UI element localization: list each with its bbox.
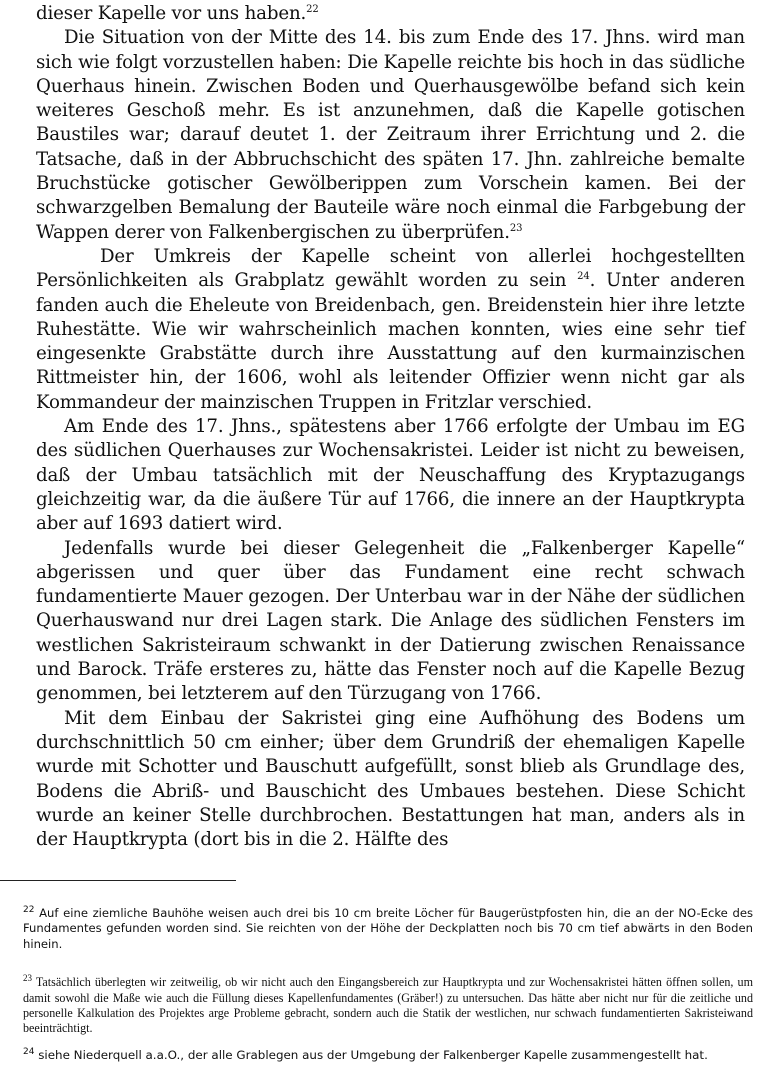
paragraph-sakristei: Mit dem Einbau der Sakristei ging eine Aufhöhung des Bodens um durchschnittlich 50 cm einher; über dem Grundriß der ehemaligen Kapelle wurde mit Schotter und Bauschutt aufgefüllt, sonst blieb als Grundlage des, Bodens die Abriß- und Bauschicht des Umbaues bestehen. Diese Schicht wurde an keiner Stelle durchbrochen. Bestattungen hat man, anders als in der Hauptkrypta (dort bis in die 2. Hälfte des bbox=[36, 707, 745, 851]
paragraph-text: Die Situation von der Mitte des 14. bis zum Ende des 17. Jhns. wird man sich wie folgt vorzustellen haben: Die Kapelle reichte bis hoch in das südliche Querhaus hinein. Zwischen Boden und Querhausgewölbe befand sich kein weiteres Geschoß mehr. Es ist anzunehmen, daß die Kapelle gotischen Baustiles war; darauf deutet 1. der Zeitraum ihrer Errichtung und 2. die Tatsache, daß in der Abbruchschicht des späten 17. Jhn. zahlreiche bemalte Bruchstücke gotischer Gewölberippen zum Vorschein kamen. Bei der schwarzgelben Bemalung der Bauteile wäre noch einmal die Farbgebung der Wappen derer von Falkenbergischen zu überprüfen. bbox=[36, 27, 745, 243]
paragraph-falkenberger-kapelle: Jedenfalls wurde bei dieser Gelegenheit die „Falkenberger Kapelle“ abgerissen und quer über das Fundament eine recht schwach fundamentierte Mauer gezogen. Der Unterbau war in der Nähe der südlichen Querhauswand nur drei Lagen stark. Die Anlage des südlichen Fensters im westlichen Sakristeiraum schwankt in der Datierung zwischen Renaissance und Barock. Träfe ersteres zu, hätte das Fenster noch auf die Kapelle Bezug genommen, bei letzterem auf den Türzugang von 1766. bbox=[36, 537, 745, 705]
footnote-ref-22[interactable]: 22 bbox=[306, 4, 319, 15]
footnote-text: Tatsächlich überlegten wir zeitweilig, ob wir nicht auch den Eingangsbereich zur Hauptkrypta und zur Wochensakristei hätten öffnen sollen, um damit sowohl die Maße wie auch die Füllung dieses Kapellenfundamentes (Gräber!) zu untersuchen. Das hätte aber nicht nur für die zeitliche und personelle Kalkulation des Projektes arge Probleme gebracht, sondern auch die Statik der westlichen, nur schwach fundamentierten Sakristeiwand beeinträchtigt. bbox=[23, 975, 753, 1036]
footnote-ref-24[interactable]: 24 bbox=[577, 271, 590, 283]
footnote-number: 24 bbox=[23, 1046, 35, 1057]
footnote-ref-23[interactable]: 23 bbox=[509, 222, 523, 234]
footnote-text: siehe Niederquell a.a.O., der alle Grablegen aus der Umgebung der Falkenberger Kapelle zusammengestellt hat. bbox=[38, 1047, 708, 1062]
body-text bbox=[36, 2, 745, 852]
footnote-text: Auf eine ziemliche Bauhöhe weisen auch drei bis 10 cm breite Löcher für Baugerüstpfosten hin, die an der NO-Ecke des Fundamentes gefunden worden sind. Sie reichten von der Höhe der Deckplatten noch bis 70 cm tief abwärts in den Boden hinein. bbox=[23, 906, 753, 951]
footnote-divider bbox=[0, 880, 236, 881]
footnote-number: 23 bbox=[23, 973, 32, 984]
footnotes bbox=[23, 906, 753, 1063]
footnote-number: 22 bbox=[23, 905, 35, 915]
paragraph-umkreis bbox=[36, 245, 745, 415]
paragraph-umbau: Am Ende des 17. Jhns., spätestens aber 1766 erfolgte der Umbau im EG des südlichen Querhauses zur Wochensakristei. Leider ist nicht zu beweisen, daß der Umbau tatsächlich mit der Neuschaffung des Kryptazugangs gleichzeitig war, da die äußere Tür auf 1766, die innere an der Hauptkrypta aber auf 1693 datiert wird. bbox=[36, 416, 745, 535]
paragraph-text: dieser Kapelle vor uns haben. bbox=[36, 3, 307, 24]
paragraph-text: Der Umkreis der Kapelle scheint von allerlei hochgestellten Persönlichkeiten als Grabplatz gewählt worden zu sein bbox=[36, 245, 745, 292]
footnote-23 bbox=[23, 975, 753, 1037]
footnote-24 bbox=[23, 1047, 753, 1063]
footnote-22 bbox=[23, 906, 753, 952]
paragraph-text: . Unter anderen fanden auch die Eheleute von Breidenbach, gen. Breidenstein hier ihre letzte Ruhestätte. Wie wir wahrscheinlich machen konnten, wies eine sehr tief eingesenkte Grabstätte durch ihre Ausstattung auf den kurmainzischen Rittmeister hin, der 1606, wohl als leitender Offizier wenn nicht gar als Kommandeur der mainzischen Truppen in Fritzlar verschied. bbox=[36, 270, 745, 413]
paragraph-continuation bbox=[36, 2, 745, 26]
paragraph-situation bbox=[36, 26, 745, 245]
